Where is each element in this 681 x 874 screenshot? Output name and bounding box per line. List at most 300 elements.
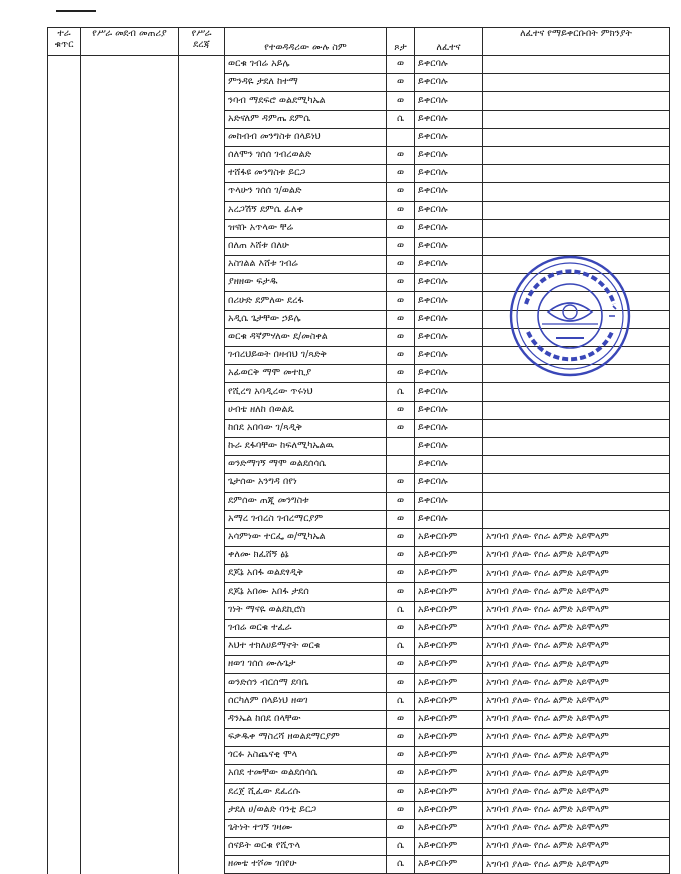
row-job-title-cell xyxy=(81,146,179,164)
row-grade-cell xyxy=(179,419,225,437)
row-status-cell: አይቀርቡም xyxy=(415,783,483,801)
row-status-cell: አይቀርቡም xyxy=(415,819,483,837)
row-sex-cell: ወ xyxy=(387,710,415,728)
row-name-cell: ሰርካለም በላይነህ ዘወገ xyxy=(225,692,387,710)
row-no-cell xyxy=(48,256,81,274)
header-grade: የሥራ ደረጃ xyxy=(179,28,225,56)
row-grade-cell xyxy=(179,365,225,383)
row-reason-cell: አግባብ ያለው የስራ ልምድ አይሞላም xyxy=(483,565,670,583)
row-status-cell: አይቀርቡም xyxy=(415,747,483,765)
row-sex-cell: ወ xyxy=(387,765,415,783)
row-reason-cell: አግባብ ያለው የስራ ልምድ አይሞላም xyxy=(483,783,670,801)
row-reason-cell: አግባብ ያለው የስራ ልምድ አይሞላም xyxy=(483,838,670,856)
row-reason-cell: አግባብ ያለው የስራ ልምድ አይሞላም xyxy=(483,801,670,819)
row-job-title-cell xyxy=(81,401,179,419)
row-status-cell: አይቀርቡም xyxy=(415,710,483,728)
row-status-cell: አይቀርቡም xyxy=(415,619,483,637)
row-job-title-cell xyxy=(81,347,179,365)
row-sex-cell: ወ xyxy=(387,547,415,565)
table-row xyxy=(48,710,670,728)
table-row xyxy=(48,383,670,401)
row-no-cell xyxy=(48,183,81,201)
row-reason-cell xyxy=(483,219,670,237)
row-no-cell xyxy=(48,437,81,455)
row-sex-cell: ሴ xyxy=(387,110,415,128)
row-no-cell xyxy=(48,747,81,765)
row-status-cell: አይቀርቡም xyxy=(415,565,483,583)
row-job-title-cell xyxy=(81,801,179,819)
row-name-cell: ዳንኤል ከበደ በላቸው xyxy=(225,710,387,728)
row-sex-cell: ወ xyxy=(387,146,415,164)
row-grade-cell xyxy=(179,583,225,601)
row-no-cell xyxy=(48,56,81,74)
row-grade-cell xyxy=(179,310,225,328)
row-sex-cell: ወ xyxy=(387,565,415,583)
row-status-cell: ይቀርባሉ xyxy=(415,492,483,510)
row-sex-cell: ወ xyxy=(387,656,415,674)
row-sex-cell: ወ xyxy=(387,474,415,492)
row-name-cell: ደምሰው ጠጂ መንግስቱ xyxy=(225,492,387,510)
row-grade-cell xyxy=(179,219,225,237)
row-reason-cell xyxy=(483,146,670,164)
table-row xyxy=(48,528,670,546)
row-job-title-cell xyxy=(81,92,179,110)
row-grade-cell xyxy=(179,201,225,219)
row-status-cell: ይቀርባሉ xyxy=(415,237,483,255)
row-no-cell xyxy=(48,310,81,328)
row-no-cell xyxy=(48,201,81,219)
row-no-cell xyxy=(48,110,81,128)
row-reason-cell xyxy=(483,401,670,419)
row-grade-cell xyxy=(179,601,225,619)
row-reason-cell xyxy=(483,237,670,255)
row-no-cell xyxy=(48,146,81,164)
row-name-cell: አስገልል እሸቱ ገብሬ xyxy=(225,256,387,274)
row-name-cell: አበደ ተመቸው ወልደሰሳሴ xyxy=(225,765,387,783)
row-no-cell xyxy=(48,274,81,292)
row-no-cell xyxy=(48,728,81,746)
row-status-cell: ይቀርባሉ xyxy=(415,74,483,92)
row-grade-cell xyxy=(179,401,225,419)
row-status-cell: ይቀርባሉ xyxy=(415,128,483,146)
row-no-cell xyxy=(48,528,81,546)
row-job-title-cell xyxy=(81,474,179,492)
row-grade-cell xyxy=(179,237,225,255)
row-reason-cell: አግባብ ያለው የስራ ልምድ አይሞላም xyxy=(483,819,670,837)
row-job-title-cell xyxy=(81,819,179,837)
row-name-cell: ከበደ አበባው ገ/ጻዲቅ xyxy=(225,419,387,437)
row-status-cell: ይቀርባሉ xyxy=(415,383,483,401)
row-job-title-cell xyxy=(81,528,179,546)
row-name-cell: ቀለሙ ክፈሸኝ ፅኔ xyxy=(225,547,387,565)
row-no-cell xyxy=(48,765,81,783)
table-row xyxy=(48,783,670,801)
row-status-cell: ይቀርባሉ xyxy=(415,256,483,274)
table-row xyxy=(48,165,670,183)
row-grade-cell xyxy=(179,183,225,201)
row-sex-cell xyxy=(387,437,415,455)
row-no-cell xyxy=(48,583,81,601)
row-grade-cell xyxy=(179,510,225,528)
table-row xyxy=(48,219,670,237)
row-name-cell: መከብብ መንግስቱ በላይነህ xyxy=(225,128,387,146)
row-sex-cell: ሴ xyxy=(387,383,415,401)
row-sex-cell: ወ xyxy=(387,274,415,292)
header-reason: ለፈተና የማይቀርቡበት ምክንያት xyxy=(483,28,670,56)
row-no-cell xyxy=(48,692,81,710)
row-grade-cell xyxy=(179,56,225,74)
header-exam-status: ለፈተና xyxy=(415,28,483,56)
row-job-title-cell xyxy=(81,728,179,746)
row-grade-cell xyxy=(179,692,225,710)
table-row xyxy=(48,747,670,765)
table-header-row xyxy=(48,28,670,56)
row-no-cell xyxy=(48,492,81,510)
row-reason-cell: አግባብ ያለው የስራ ልምድ አይሞላም xyxy=(483,728,670,746)
row-name-cell: ወንድማገኝ ማሞ ወልደሰሳሴ xyxy=(225,456,387,474)
row-sex-cell: ወ xyxy=(387,365,415,383)
row-name-cell: ጌትነት ተገኝ ገዛሙ xyxy=(225,819,387,837)
row-job-title-cell xyxy=(81,256,179,274)
row-status-cell: አይቀርቡም xyxy=(415,583,483,601)
table-row xyxy=(48,437,670,455)
row-job-title-cell xyxy=(81,674,179,692)
row-sex-cell: ወ xyxy=(387,510,415,528)
row-status-cell: አይቀርቡም xyxy=(415,765,483,783)
row-no-cell xyxy=(48,856,81,874)
row-name-cell: ጌታሰው አንግዳ በየነ xyxy=(225,474,387,492)
row-status-cell: አይቀርቡም xyxy=(415,547,483,565)
row-status-cell: ይቀርባሉ xyxy=(415,110,483,128)
row-status-cell: አይቀርቡም xyxy=(415,601,483,619)
row-job-title-cell xyxy=(81,437,179,455)
row-reason-cell: አግባብ ያለው የስራ ልምድ አይሞላም xyxy=(483,710,670,728)
row-job-title-cell xyxy=(81,783,179,801)
row-name-cell: ገብረህይወት በዛብህ ገ/ጻድቅ xyxy=(225,347,387,365)
row-job-title-cell xyxy=(81,692,179,710)
row-no-cell xyxy=(48,819,81,837)
official-stamp xyxy=(508,254,632,378)
row-name-cell: ወርቁ ዳኛምሃለው ደ/መስቀል xyxy=(225,328,387,346)
row-reason-cell xyxy=(483,437,670,455)
row-sex-cell: ወ xyxy=(387,165,415,183)
row-status-cell: ይቀርባሉ xyxy=(415,510,483,528)
row-job-title-cell xyxy=(81,201,179,219)
row-grade-cell xyxy=(179,165,225,183)
row-name-cell: ያዘዘው ፍታዱ xyxy=(225,274,387,292)
row-sex-cell: ሴ xyxy=(387,838,415,856)
row-name-cell: ደጆኔ አበሙ አበፋ ታደሰ xyxy=(225,583,387,601)
row-name-cell: ጥላሁን ገሰሰ ገ/ወልድ xyxy=(225,183,387,201)
row-reason-cell xyxy=(483,456,670,474)
row-grade-cell xyxy=(179,656,225,674)
row-grade-cell xyxy=(179,347,225,365)
row-sex-cell: ወ xyxy=(387,401,415,419)
table-row xyxy=(48,565,670,583)
row-reason-cell xyxy=(483,74,670,92)
row-no-cell xyxy=(48,365,81,383)
row-grade-cell xyxy=(179,292,225,310)
row-job-title-cell xyxy=(81,601,179,619)
row-grade-cell xyxy=(179,456,225,474)
row-status-cell: ይቀርባሉ xyxy=(415,347,483,365)
row-status-cell: ይቀርባሉ xyxy=(415,474,483,492)
row-grade-cell xyxy=(179,383,225,401)
row-reason-cell: አግባብ ያለው የስራ ልምድ አይሞላም xyxy=(483,656,670,674)
header-no: ተራ ቁጥር xyxy=(48,28,81,56)
row-name-cell: ዝናቡ አጥላው ቸሬ xyxy=(225,219,387,237)
row-no-cell xyxy=(48,510,81,528)
row-status-cell: አይቀርቡም xyxy=(415,801,483,819)
row-status-cell: ይቀርባሉ xyxy=(415,274,483,292)
row-name-cell: ገብሬ ወርቁ ተፈራ xyxy=(225,619,387,637)
row-name-cell: አፊወርቅ ማሞ መተኪያ xyxy=(225,365,387,383)
row-job-title-cell xyxy=(81,128,179,146)
row-sex-cell: ወ xyxy=(387,528,415,546)
row-sex-cell: ወ xyxy=(387,92,415,110)
row-sex-cell: ወ xyxy=(387,347,415,365)
table-row xyxy=(48,601,670,619)
table-row xyxy=(48,856,670,874)
row-status-cell: ይቀርባሉ xyxy=(415,165,483,183)
row-name-cell: ኩራ ደፋባቸው ከፍለሚካኤልዉ xyxy=(225,437,387,455)
row-job-title-cell xyxy=(81,583,179,601)
table-body xyxy=(48,56,670,874)
row-name-cell: ታደለ ሀ/ወልድ ባንቲ ይርጋ xyxy=(225,801,387,819)
row-job-title-cell xyxy=(81,237,179,255)
row-sex-cell: ወ xyxy=(387,728,415,746)
row-grade-cell xyxy=(179,256,225,274)
table-row xyxy=(48,183,670,201)
row-grade-cell xyxy=(179,328,225,346)
row-grade-cell xyxy=(179,856,225,874)
row-status-cell: ይቀርባሉ xyxy=(415,437,483,455)
row-job-title-cell xyxy=(81,619,179,637)
row-name-cell: ደረጀ ሺፈው ደፈረሱ xyxy=(225,783,387,801)
row-no-cell xyxy=(48,328,81,346)
table-row xyxy=(48,56,670,74)
row-no-cell xyxy=(48,674,81,692)
row-no-cell xyxy=(48,838,81,856)
row-reason-cell xyxy=(483,474,670,492)
row-job-title-cell xyxy=(81,165,179,183)
row-job-title-cell xyxy=(81,656,179,674)
row-no-cell xyxy=(48,219,81,237)
row-name-cell: ወርቁ ገብሬ አይሌ xyxy=(225,56,387,74)
table-row xyxy=(48,237,670,255)
row-no-cell xyxy=(48,565,81,583)
row-sex-cell: ወ xyxy=(387,56,415,74)
row-job-title-cell xyxy=(81,456,179,474)
row-grade-cell xyxy=(179,128,225,146)
row-sex-cell xyxy=(387,128,415,146)
row-name-cell: አድናለም ዳምጤ ደምሴ xyxy=(225,110,387,128)
row-job-title-cell xyxy=(81,747,179,765)
row-status-cell: ይቀርባሉ xyxy=(415,201,483,219)
row-reason-cell: አግባብ ያለው የስራ ልምድ አይሞላም xyxy=(483,674,670,692)
row-name-cell: አረጋሽኝ ደምሴ ፊለቀ xyxy=(225,201,387,219)
header-full-name: የተወዳዳሪው ሙሉ ስም xyxy=(225,28,387,56)
table-row xyxy=(48,401,670,419)
row-status-cell: ይቀርባሉ xyxy=(415,365,483,383)
row-no-cell xyxy=(48,128,81,146)
row-name-cell: ሰናይት ወርቁ የሺጥላ xyxy=(225,838,387,856)
row-status-cell: ይቀርባሉ xyxy=(415,456,483,474)
row-name-cell: ምንዳዬ ታደለ ከተማ xyxy=(225,74,387,92)
row-sex-cell: ወ xyxy=(387,310,415,328)
row-sex-cell: ወ xyxy=(387,328,415,346)
row-no-cell xyxy=(48,401,81,419)
row-reason-cell xyxy=(483,510,670,528)
row-job-title-cell xyxy=(81,328,179,346)
row-grade-cell xyxy=(179,92,225,110)
row-grade-cell xyxy=(179,674,225,692)
row-status-cell: ይቀርባሉ xyxy=(415,183,483,201)
row-reason-cell: አግባብ ያለው የስራ ልምድ አይሞላም xyxy=(483,747,670,765)
row-grade-cell xyxy=(179,492,225,510)
table-row xyxy=(48,128,670,146)
table-row xyxy=(48,656,670,674)
table-row xyxy=(48,510,670,528)
header-sex: ጾታ xyxy=(387,28,415,56)
row-reason-cell: አግባብ ያለው የስራ ልምድ አይሞላም xyxy=(483,692,670,710)
row-no-cell xyxy=(48,656,81,674)
row-status-cell: ይቀርባሉ xyxy=(415,292,483,310)
row-no-cell xyxy=(48,383,81,401)
row-no-cell xyxy=(48,347,81,365)
row-name-cell: ሰለሞን ገሰሰ ገብረወልድ xyxy=(225,146,387,164)
row-status-cell: አይቀርቡም xyxy=(415,728,483,746)
row-grade-cell xyxy=(179,638,225,656)
row-job-title-cell xyxy=(81,219,179,237)
row-name-cell: ጎርፉ አስጨናቂ ሞላ xyxy=(225,747,387,765)
table-row xyxy=(48,456,670,474)
row-job-title-cell xyxy=(81,365,179,383)
row-job-title-cell xyxy=(81,292,179,310)
table-row xyxy=(48,547,670,565)
row-reason-cell: አግባብ ያለው የስራ ልምድ አይሞላም xyxy=(483,528,670,546)
row-grade-cell xyxy=(179,146,225,164)
row-status-cell: አይቀርቡም xyxy=(415,528,483,546)
row-status-cell: አይቀርቡም xyxy=(415,638,483,656)
row-sex-cell: ወ xyxy=(387,74,415,92)
row-no-cell xyxy=(48,710,81,728)
table-row xyxy=(48,638,670,656)
row-no-cell xyxy=(48,601,81,619)
table-row xyxy=(48,92,670,110)
row-name-cell: ተሸፋዩ መንግስቱ ይርጋ xyxy=(225,165,387,183)
row-sex-cell: ሴ xyxy=(387,601,415,619)
row-status-cell: ይቀርባሉ xyxy=(415,401,483,419)
row-status-cell: ይቀርባሉ xyxy=(415,92,483,110)
table-row xyxy=(48,146,670,164)
row-name-cell: ንባብ ማደፍሮ ወልደሚካኤል xyxy=(225,92,387,110)
row-name-cell: ደጆኔ አበፋ ወልደፃዲቅ xyxy=(225,565,387,583)
table-row xyxy=(48,674,670,692)
row-grade-cell xyxy=(179,838,225,856)
row-status-cell: ይቀርባሉ xyxy=(415,310,483,328)
row-grade-cell xyxy=(179,274,225,292)
row-name-cell: በለጠ እሸቱ በለሁ xyxy=(225,237,387,255)
row-job-title-cell xyxy=(81,565,179,583)
row-no-cell xyxy=(48,92,81,110)
row-grade-cell xyxy=(179,765,225,783)
row-sex-cell: ሴ xyxy=(387,692,415,710)
row-grade-cell xyxy=(179,747,225,765)
row-name-cell: ፍቃዱቀ ማስረሻ ዘወልደማርያም xyxy=(225,728,387,746)
row-grade-cell xyxy=(179,74,225,92)
row-sex-cell: ወ xyxy=(387,201,415,219)
table-row xyxy=(48,583,670,601)
row-sex-cell: ሴ xyxy=(387,638,415,656)
row-job-title-cell xyxy=(81,56,179,74)
row-name-cell: ሀብቴ ዘለከ በወልዴ xyxy=(225,401,387,419)
row-grade-cell xyxy=(179,619,225,637)
row-grade-cell xyxy=(179,437,225,455)
row-name-cell: አሳምነው ተርፌ ወ/ሚካኤል xyxy=(225,528,387,546)
row-status-cell: አይቀርቡም xyxy=(415,656,483,674)
row-reason-cell xyxy=(483,383,670,401)
row-name-cell: አዲሴ ጌታቸው ኃይሌ xyxy=(225,310,387,328)
table-row xyxy=(48,74,670,92)
header-rule xyxy=(56,10,96,12)
row-name-cell: ገነት ማናዬ ወልደኪሮስ xyxy=(225,601,387,619)
table-row xyxy=(48,492,670,510)
row-no-cell xyxy=(48,74,81,92)
row-grade-cell xyxy=(179,528,225,546)
row-reason-cell xyxy=(483,165,670,183)
row-name-cell: የሺረግ አባዲረው ጥሩነህ xyxy=(225,383,387,401)
row-status-cell: ይቀርባሉ xyxy=(415,146,483,164)
row-sex-cell: ሴ xyxy=(387,856,415,874)
row-reason-cell xyxy=(483,92,670,110)
row-name-cell: ዘወገ ገሰሰ ሙሉጌታ xyxy=(225,656,387,674)
row-sex-cell: ወ xyxy=(387,237,415,255)
row-job-title-cell xyxy=(81,638,179,656)
row-status-cell: ይቀርባሉ xyxy=(415,328,483,346)
row-sex-cell xyxy=(387,456,415,474)
row-no-cell xyxy=(48,638,81,656)
row-grade-cell xyxy=(179,474,225,492)
row-job-title-cell xyxy=(81,183,179,201)
table-row xyxy=(48,728,670,746)
row-sex-cell: ወ xyxy=(387,783,415,801)
row-reason-cell xyxy=(483,56,670,74)
row-no-cell xyxy=(48,474,81,492)
row-name-cell: እህተ ተክለሀይማኖት ወርቁ xyxy=(225,638,387,656)
row-reason-cell: አግባብ ያለው የስራ ልምድ አይሞላም xyxy=(483,856,670,874)
table-row xyxy=(48,201,670,219)
row-no-cell xyxy=(48,619,81,637)
row-sex-cell: ወ xyxy=(387,256,415,274)
row-grade-cell xyxy=(179,547,225,565)
row-reason-cell xyxy=(483,419,670,437)
row-name-cell: ዘመቴ ተሾመ ገበየሁ xyxy=(225,856,387,874)
row-sex-cell: ወ xyxy=(387,419,415,437)
table-row xyxy=(48,819,670,837)
table-row xyxy=(48,692,670,710)
row-sex-cell: ወ xyxy=(387,801,415,819)
row-status-cell: ይቀርባሉ xyxy=(415,219,483,237)
row-job-title-cell xyxy=(81,838,179,856)
row-status-cell: አይቀርቡም xyxy=(415,674,483,692)
row-no-cell xyxy=(48,419,81,437)
row-job-title-cell xyxy=(81,765,179,783)
row-job-title-cell xyxy=(81,310,179,328)
row-no-cell xyxy=(48,292,81,310)
row-no-cell xyxy=(48,801,81,819)
row-grade-cell xyxy=(179,728,225,746)
